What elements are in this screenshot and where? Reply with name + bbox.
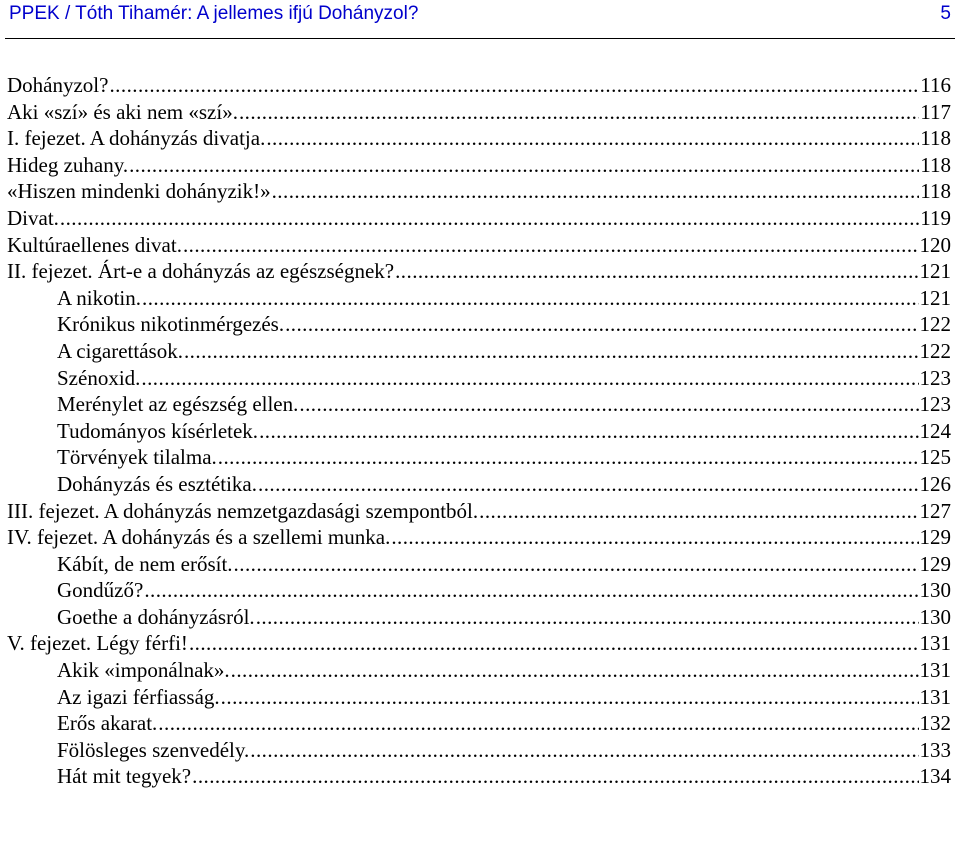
toc-entry-title: Dohányzás és esztétika. [57, 471, 258, 496]
toc-entry-page-number: 119 [920, 205, 951, 230]
toc-entry-title: Az igazi férfiasság. [57, 684, 220, 709]
toc-entry-page-number: 123 [919, 365, 951, 390]
dot-leader [272, 179, 920, 204]
toc-entry-title: Hát mit tegyek? [57, 764, 192, 789]
dot-leader [259, 419, 918, 444]
toc-entry-page-number: 118 [920, 179, 951, 204]
toc-entry[interactable] [7, 685, 951, 712]
toc-entry-page-number: 133 [919, 737, 951, 762]
dot-leader [391, 525, 918, 550]
toc-entry-title: IV. fejezet. A dohányzás és a szellemi munka. [7, 525, 391, 550]
toc-entry[interactable] [7, 499, 951, 526]
toc-entry[interactable] [7, 419, 951, 446]
toc-entry-title: A cigarettások. [57, 338, 183, 363]
dot-leader [129, 153, 919, 178]
toc-entry-page-number: 134 [919, 764, 951, 789]
toc-entry[interactable] [7, 711, 951, 738]
dot-leader [234, 552, 919, 577]
dot-leader [258, 472, 918, 497]
toc-entry[interactable] [7, 73, 951, 100]
toc-entry[interactable] [7, 206, 951, 233]
dot-leader [479, 499, 918, 524]
toc-entry[interactable] [7, 153, 951, 180]
toc-entry-page-number: 122 [919, 338, 951, 363]
dot-leader [239, 100, 919, 125]
dot-leader [189, 631, 919, 656]
toc-entry-page-number: 126 [919, 471, 951, 496]
toc-entry-page-number: 130 [919, 578, 951, 603]
toc-entry-title: Akik «imponálnak». [57, 658, 230, 683]
page-header [5, 0, 955, 39]
toc-entry-title: Dohányzol? [7, 73, 109, 97]
toc-entry[interactable] [7, 259, 951, 286]
toc-entry-page-number: 118 [920, 152, 951, 177]
header-page-number: 5 [940, 3, 951, 24]
dot-leader [285, 312, 918, 337]
toc-entry[interactable] [7, 764, 951, 791]
toc-entry-page-number: 131 [919, 631, 951, 656]
toc-entry-title: Fölösleges szenvedély. [57, 737, 250, 762]
toc-entry-title: Divat. [7, 205, 59, 230]
toc-entry-page-number: 130 [919, 604, 951, 629]
toc-entry-page-number: 129 [919, 551, 951, 576]
toc-entry[interactable] [7, 312, 951, 339]
toc-entry[interactable] [7, 126, 951, 153]
toc-entry[interactable] [7, 339, 951, 366]
toc-entry[interactable] [7, 233, 951, 260]
toc-entry[interactable] [7, 658, 951, 685]
toc-entry-title: Gondűző? [57, 578, 144, 603]
toc-entry-title: V. fejezet. Légy férfi! [7, 631, 188, 656]
dot-leader [183, 233, 919, 258]
toc-entry-page-number: 127 [919, 498, 951, 523]
table-of-contents [7, 73, 951, 791]
dot-leader [256, 605, 919, 630]
toc-entry[interactable] [7, 392, 951, 419]
dot-leader [221, 685, 919, 710]
toc-entry-page-number: 117 [920, 99, 951, 124]
dot-leader [266, 126, 919, 151]
dot-leader [184, 339, 919, 364]
toc-entry-title: Erős akarat. [57, 711, 158, 736]
toc-entry-title: III. fejezet. A dohányzás nemzetgazdasági szempontból. [7, 498, 479, 523]
toc-entry-page-number: 116 [920, 73, 951, 97]
dot-leader [250, 738, 918, 763]
toc-entry-page-number: 124 [919, 418, 951, 443]
toc-entry-title: II. fejezet. Árt-e a dohányzás az egészségnek? [7, 259, 395, 284]
dot-leader [231, 658, 919, 683]
header-title: PPEK / Tóth Tihamér: A jellemes ifjú Dohányzol? [9, 3, 419, 24]
toc-entry-title: Goethe a dohányzásról. [57, 604, 255, 629]
toc-entry-page-number: 129 [919, 525, 951, 550]
toc-entry-page-number: 123 [919, 392, 951, 417]
dot-leader [218, 445, 919, 470]
toc-entry-page-number: 121 [919, 285, 951, 310]
dot-leader [141, 366, 918, 391]
toc-entry[interactable] [7, 605, 951, 632]
dot-leader [144, 578, 918, 603]
toc-entry[interactable] [7, 366, 951, 393]
dot-leader [158, 711, 918, 736]
toc-entry-title: A nikotin. [57, 285, 142, 310]
toc-entry[interactable] [7, 578, 951, 605]
dot-leader [299, 392, 918, 417]
dot-leader [109, 73, 919, 98]
toc-entry-page-number: 122 [919, 312, 951, 337]
toc-entry[interactable] [7, 179, 951, 206]
toc-entry-page-number: 120 [919, 232, 951, 257]
toc-entry[interactable] [7, 738, 951, 765]
toc-entry-title: Kultúraellenes divat. [7, 232, 182, 257]
toc-entry-title: Krónikus nikotinmérgezés. [57, 312, 285, 337]
toc-entry-page-number: 125 [919, 445, 951, 470]
dot-leader [60, 206, 919, 231]
toc-entry-page-number: 131 [919, 684, 951, 709]
dot-leader [395, 259, 918, 284]
toc-entry-title: Hideg zuhany. [7, 152, 129, 177]
toc-entry-title: Kábít, de nem erősít. [57, 551, 233, 576]
toc-entry-title: Aki «szí» és aki nem «szí». [7, 99, 238, 124]
dot-leader [142, 286, 918, 311]
toc-entry[interactable] [7, 445, 951, 472]
toc-entry-title: Törvények tilalma. [57, 445, 217, 470]
toc-entry-title: Szénoxid. [57, 365, 141, 390]
toc-entry[interactable] [7, 100, 951, 127]
toc-entry[interactable] [7, 286, 951, 313]
toc-entry-page-number: 121 [919, 259, 951, 284]
toc-entry[interactable] [7, 552, 951, 579]
toc-entry[interactable] [7, 631, 951, 658]
toc-entry-page-number: 131 [919, 658, 951, 683]
dot-leader [192, 764, 918, 789]
toc-entry[interactable] [7, 472, 951, 499]
toc-entry-page-number: 132 [919, 711, 951, 736]
toc-entry-title: «Hiszen mindenki dohányzik!» [7, 179, 271, 204]
toc-entry[interactable] [7, 525, 951, 552]
toc-entry-title: Tudományos kísérletek. [57, 418, 259, 443]
toc-entry-title: I. fejezet. A dohányzás divatja. [7, 126, 266, 151]
toc-entry-page-number: 118 [920, 126, 951, 151]
toc-entry-title: Merénylet az egészség ellen. [57, 392, 299, 417]
